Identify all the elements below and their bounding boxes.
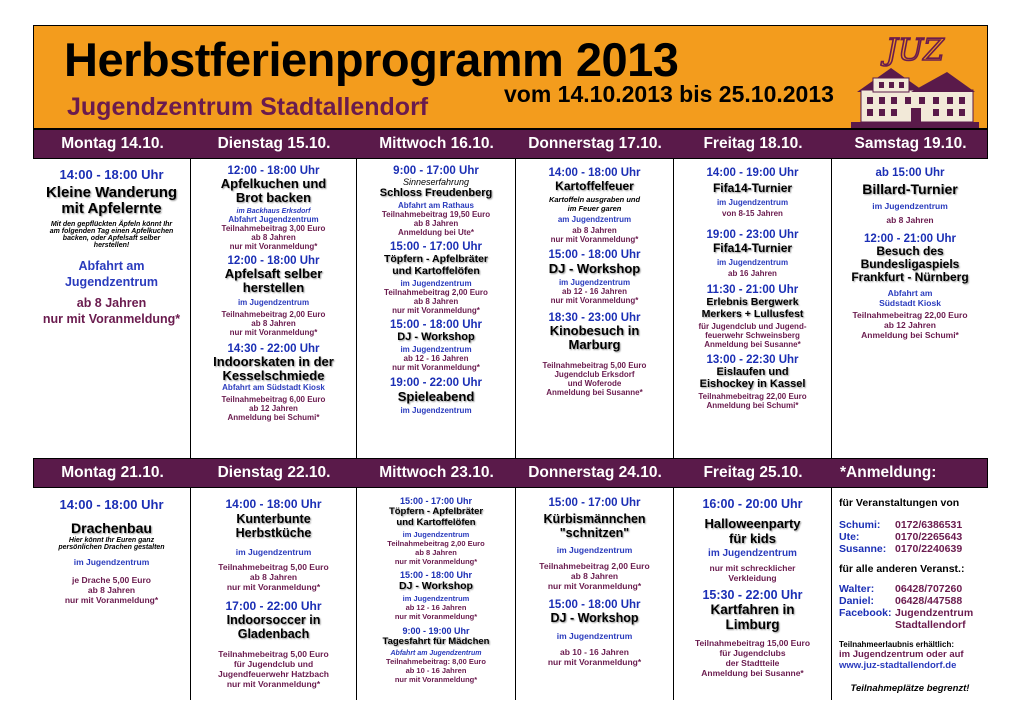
- event-age: ab 8 Jahren: [413, 219, 459, 228]
- event-location: im Jugendzentrum: [402, 530, 470, 539]
- event-organizer: Jugendclub Erksdorf: [554, 370, 635, 379]
- contact-row: [839, 531, 988, 543]
- event-time: 12:00 - 18:00 Uhr: [227, 165, 320, 177]
- event-organizer: für Jugendclub und Jugend-: [698, 322, 807, 331]
- event-age: ab 8 Jahren: [76, 296, 147, 310]
- day-header: Montag 14.10.: [61, 135, 164, 152]
- event-subtitle: Sinneserfahrung: [402, 177, 470, 187]
- event-meeting-point: Abfahrt am Jugendzentrum: [390, 650, 482, 657]
- contact-name: Schumi:: [839, 519, 881, 531]
- anmeldung-panel: [831, 488, 988, 700]
- event-time: 18:30 - 23:00 Uhr: [548, 312, 641, 324]
- event-age: von 8-15 Jahren: [722, 209, 783, 218]
- event-age: ab 10 - 16 Jahren: [405, 666, 467, 675]
- event-time: 15:00 - 17:00 Uhr: [548, 497, 641, 509]
- event-location: im Jugendzentrum: [400, 345, 472, 354]
- event-title: DJ - Workshop: [397, 331, 475, 343]
- event-time: 19:00 - 23:00 Uhr: [706, 229, 799, 241]
- day-cell-wed16: [356, 159, 515, 458]
- event-location: im Jugendzentrum: [400, 279, 472, 288]
- event-registration: nur mit Voranmeldung*: [64, 595, 159, 605]
- contact-value: Stadtallendorf: [895, 619, 966, 631]
- event-location: im Jugendzentrum: [716, 258, 789, 267]
- event-registration: nur mit Voranmeldung*: [392, 363, 480, 372]
- event-registration: nur mit Voranmeldung*: [42, 312, 181, 326]
- event-title: Kartfahren in: [710, 602, 795, 617]
- contact-phone: 0170/2240639: [895, 543, 963, 555]
- event-meeting-point: Jugendzentrum: [64, 275, 159, 289]
- event-fee: Teilnahmebeitrag 22,00 Euro: [852, 310, 968, 320]
- event-time: 12:00 - 18:00 Uhr: [227, 255, 320, 267]
- day-cell-tue22: [190, 488, 356, 700]
- event-title: Gladenbach: [237, 627, 310, 641]
- permit-location: im Jugendzentrum oder auf: [839, 649, 964, 660]
- event-fee: Teilnahmebeitrag 2,00 Euro: [384, 288, 488, 297]
- event-description: herstellen!: [93, 242, 130, 249]
- event-title: und Kartoffelöfen: [392, 265, 480, 277]
- day-cell-wed23: [356, 488, 515, 700]
- day-cell-thu17: [515, 159, 673, 458]
- event-registration: nur mit Voranmeldung*: [547, 581, 642, 591]
- event-time: 15:00 - 17:00 Uhr: [399, 496, 473, 506]
- day-header: Dienstag 15.10.: [217, 135, 331, 152]
- event-description: persönlichen Drachen gestalten: [58, 544, 165, 551]
- event-title: Halloweenparty: [704, 516, 801, 531]
- event-title: Kleine Wanderung: [45, 184, 178, 201]
- event-meeting-point: Abfahrt am Südstadt Kiosk: [222, 383, 325, 392]
- event-time: 9:00 - 17:00 Uhr: [393, 165, 479, 177]
- event-time: 16:00 - 20:00 Uhr: [702, 497, 803, 511]
- event-age: ab 8 Jahren: [251, 319, 296, 328]
- event-description: Kartoffeln ausgraben und: [548, 195, 641, 204]
- event-meeting-point: Abfahrt am: [78, 259, 145, 273]
- event-note: nur mit schrecklicher: [709, 563, 796, 573]
- event-registration: nur mit Voranmeldung*: [550, 296, 639, 305]
- event-title: Eishockey in Kassel: [699, 378, 806, 390]
- event-age: ab 12 Jahren: [249, 404, 298, 413]
- event-time: 12:00 - 21:00 Uhr: [863, 233, 957, 245]
- event-age: ab 8 Jahren: [886, 215, 934, 225]
- day-header: Donnerstag 24.10.: [528, 464, 662, 481]
- event-location: im Jugendzentrum: [556, 545, 633, 555]
- day-header: Dienstag 22.10.: [217, 464, 331, 481]
- event-title: Apfelkuchen und: [220, 176, 327, 191]
- event-age: ab 8 Jahren: [87, 585, 136, 595]
- event-time: 15:00 - 18:00 Uhr: [548, 599, 641, 611]
- event-registration: Anmeldung bei Susanne*: [546, 388, 643, 397]
- contact-name: Ute:: [839, 531, 860, 543]
- permit-label: Teilnahmeerlaubnis erhältlich:: [839, 640, 954, 649]
- event-time: 14:00 - 18:00 Uhr: [59, 167, 164, 182]
- anmeldung-header: *Anmeldung:: [840, 464, 937, 481]
- event-location: im Jugendzentrum: [558, 278, 631, 287]
- event-registration: nur mit Voranmeldung*: [392, 306, 480, 315]
- event-title: Eislaufen und: [716, 366, 789, 378]
- event-description: im Feuer garen: [567, 204, 622, 213]
- week1-day-bar: [33, 129, 988, 159]
- event-location: im Jugendzentrum: [400, 406, 472, 415]
- event-title: Apfelsaft selber: [224, 266, 323, 281]
- event-location: im Jugendzentrum: [237, 298, 310, 307]
- day-header: Freitag 18.10.: [703, 135, 803, 152]
- event-title: DJ - Workshop: [548, 261, 641, 276]
- event-title: Marburg: [568, 337, 621, 352]
- event-age: ab 8 Jahren: [249, 572, 298, 582]
- event-fee: Teilnahmebeitrag 22,00 Euro: [698, 392, 807, 401]
- event-fee: Teilnahmebeitrag 5,00 Euro: [218, 649, 329, 659]
- event-title: Brot backen: [235, 190, 312, 205]
- day-cell-sat19: [831, 159, 988, 458]
- event-title: Besuch des: [876, 244, 944, 258]
- event-title: Spieleabend: [397, 389, 475, 404]
- event-description: Mit den gepflückten Äpfeln könnt Ihr: [50, 221, 173, 228]
- event-registration: nur mit Voranmeldung*: [547, 657, 642, 667]
- day-cell-fri18: [673, 159, 831, 458]
- event-title: Frankfurt - Nürnberg: [851, 270, 969, 284]
- event-age: ab 8 Jahren: [572, 226, 617, 235]
- event-fee: Teilnahmebeitrag 3,00 Euro: [221, 224, 326, 233]
- event-title: Kürbismännchen: [543, 512, 646, 526]
- event-meeting-point: Abfahrt am: [887, 288, 933, 298]
- event-age: ab 10 - 16 Jahren: [560, 647, 629, 657]
- contact-list-2: [839, 583, 988, 631]
- event-location: am Jugendzentrum: [557, 215, 632, 224]
- event-title: Indoorskaten in der: [213, 354, 334, 369]
- anmeldung-intro-2: für alle anderen Veranst.:: [839, 563, 965, 575]
- day-header: Mittwoch 23.10.: [379, 464, 494, 481]
- day-header: Mittwoch 16.10.: [379, 135, 494, 152]
- event-registration: nur mit Voranmeldung*: [550, 235, 639, 244]
- event-time: 15:00 - 18:00 Uhr: [389, 319, 483, 331]
- event-registration: Anmeldung bei Susanne*: [704, 340, 801, 349]
- event-fee: je Drache 5,00 Euro: [72, 575, 151, 585]
- event-title: Töpfern - Apfelbräter: [383, 253, 489, 265]
- event-registration: nur mit Voranmeldung*: [229, 328, 318, 337]
- event-title: Indoorsoccer in: [226, 613, 321, 627]
- event-age: ab 8 Jahren: [570, 571, 619, 581]
- contact-phone: 0172/6386531: [895, 519, 963, 531]
- day-cell-thu24: [515, 488, 673, 700]
- event-location: im Jugendzentrum: [73, 557, 150, 567]
- event-title: Drachenbau: [71, 520, 152, 536]
- event-title: herstellen: [242, 280, 305, 295]
- event-time: 15:00 - 17:00 Uhr: [389, 241, 483, 253]
- event-time: 11:30 - 21:00 Uhr: [706, 284, 799, 296]
- contact-phone: 0170/2265643: [895, 531, 963, 543]
- event-description: Hier könnt Ihr Euren ganz: [68, 537, 155, 544]
- event-age: ab 8 Jahren: [413, 297, 459, 306]
- event-fee: Teilnahmebeitrag 5,00 Euro: [542, 361, 647, 370]
- contact-phone: 06428/447588: [895, 595, 963, 607]
- contact-row: [839, 595, 988, 607]
- event-location: im Jugendzentrum: [708, 548, 797, 559]
- event-registration: nur mit Voranmeldung*: [394, 612, 478, 621]
- contact-row: [839, 607, 988, 619]
- juz-logo: [851, 30, 979, 128]
- event-age: ab 12 - 16 Jahren: [405, 603, 467, 612]
- event-time: 15:00 - 18:00 Uhr: [399, 570, 473, 580]
- anmeldung-intro: für Veranstaltungen von: [839, 497, 960, 509]
- event-time: 9:00 - 19:00 Uhr: [402, 626, 470, 636]
- event-organizer: für Jugendclubs: [719, 648, 786, 658]
- day-header: Samstag 19.10.: [854, 135, 967, 152]
- event-title: DJ - Workshop: [399, 580, 473, 592]
- contact-name: Daniel:: [839, 595, 875, 607]
- event-fee: Teilnahmebeitrag 2,00 Euro: [539, 561, 650, 571]
- day-cell-mon21: [33, 488, 190, 700]
- week1-grid: [33, 159, 988, 458]
- page-title: Herbstferienprogramm 2013: [64, 33, 679, 86]
- event-time: 15:30 - 22:00 Uhr: [702, 588, 803, 602]
- event-time: 14:00 - 18:00 Uhr: [548, 167, 641, 179]
- event-location: im Backhaus Erksdorf: [236, 208, 311, 215]
- event-registration: nur mit Voranmeldung*: [226, 679, 321, 689]
- event-title: Kesselschmiede: [222, 368, 325, 383]
- event-registration: nur mit Voranmeldung*: [226, 582, 321, 592]
- header-banner: [33, 25, 988, 129]
- contact-name: Walter:: [839, 583, 875, 595]
- day-cell-mon14: [33, 159, 190, 458]
- day-cell-tue15: [190, 159, 356, 458]
- event-title: Bundesligaspiels: [860, 257, 960, 271]
- contact-name: Susanne:: [839, 543, 887, 555]
- contact-row: [839, 583, 988, 595]
- contact-name: Facebook:: [839, 607, 892, 619]
- contact-phone: 06428/707260: [895, 583, 963, 595]
- event-title: "schnitzen": [559, 526, 630, 540]
- event-registration: nur mit Voranmeldung*: [229, 242, 318, 251]
- event-title: Billard-Turnier: [862, 181, 958, 197]
- event-time: 19:00 - 22:00 Uhr: [389, 377, 483, 389]
- event-time: ab 15:00 Uhr: [875, 167, 945, 179]
- event-fee: Teilnahmebeitrag: 8,00 Euro: [386, 657, 486, 666]
- event-meeting-point: Abfahrt Jugendzentrum: [228, 215, 319, 224]
- event-registration: nur mit Voranmeldung*: [394, 675, 478, 684]
- event-registration: Anmeldung bei Susanne*: [701, 668, 804, 678]
- event-time: 17:00 - 22:00 Uhr: [225, 599, 322, 613]
- event-fee: Teilnahmebeitrag 2,00 Euro: [387, 539, 485, 548]
- event-organizer: Jugendfeuerwehr Hatzbach: [218, 669, 329, 679]
- event-description: am folgenden Tag einen Apfelkuchen: [49, 228, 174, 235]
- event-location: im Jugendzentrum: [235, 547, 312, 557]
- event-time: 14:00 - 18:00 Uhr: [59, 497, 164, 512]
- day-header: Freitag 25.10.: [703, 464, 803, 481]
- event-title: Schloss Freudenberg: [379, 187, 493, 199]
- event-fee: Teilnahmebeitrag 15,00 Euro: [694, 638, 811, 648]
- week2-day-bar: [33, 458, 988, 488]
- event-organizer: der Stadtteile: [725, 658, 780, 668]
- event-age: ab 12 - 16 Jahren: [562, 287, 627, 296]
- event-time: 13:00 - 22:30 Uhr: [706, 354, 799, 366]
- event-registration: Anmeldung bei Ute*: [397, 228, 474, 237]
- date-range: vom 14.10.2013 bis 25.10.2013: [504, 81, 834, 107]
- contact-value: Jugendzentrum: [895, 607, 974, 619]
- event-title: mit Apfelernte: [61, 200, 162, 217]
- event-title: Kartoffelfeuer: [555, 179, 634, 193]
- event-age: ab 16 Jahren: [728, 269, 777, 278]
- event-title: Erlebnis Bergwerk: [706, 296, 799, 308]
- event-fee: Teilnahmebeitrag 2,00 Euro: [221, 310, 326, 319]
- event-organizer: für Jugendclub und: [233, 659, 314, 669]
- event-title: DJ - Workshop: [550, 611, 639, 625]
- event-title: Merkers + Lullusfest: [701, 308, 804, 320]
- contact-name: [839, 619, 895, 631]
- event-location: im Jugendzentrum: [716, 198, 789, 207]
- day-header: Donnerstag 17.10.: [528, 135, 662, 152]
- contact-list-1: [839, 519, 988, 555]
- week2-grid: [33, 488, 988, 700]
- event-time: 14:30 - 22:00 Uhr: [227, 343, 320, 355]
- event-registration: Anmeldung bei Schumi*: [861, 330, 959, 340]
- contact-row: [839, 543, 988, 555]
- event-registration: nur mit Voranmeldung*: [394, 557, 478, 566]
- day-cell-fri25: [673, 488, 831, 700]
- event-fee: Teilnahmebeitrag 5,00 Euro: [218, 562, 329, 572]
- event-description: backen, oder Apfelsaft selber: [62, 235, 161, 242]
- event-title: Tagesfahrt für Mädchen: [382, 636, 490, 647]
- event-location: im Jugendzentrum: [402, 594, 470, 603]
- svg-text:JUZ: JUZ: [885, 33, 945, 68]
- event-organizer: feuerwehr Schweinsberg: [705, 331, 800, 340]
- event-meeting-point: Südstadt Kiosk: [879, 298, 941, 308]
- event-location: im Jugendzentrum: [872, 201, 948, 211]
- event-title: Kunterbunte: [236, 512, 311, 526]
- event-age: ab 12 Jahren: [884, 320, 936, 330]
- event-organizer: und Woferode: [567, 379, 622, 388]
- event-age: ab 8 Jahren: [415, 548, 457, 557]
- event-age: ab 12 - 16 Jahren: [403, 354, 469, 363]
- event-registration: Anmeldung bei Schumi*: [706, 401, 799, 410]
- event-location: im Jugendzentrum: [556, 631, 633, 641]
- event-meeting-point: Abfahrt am Rathaus: [397, 201, 474, 210]
- places-limited-note: Teilnahmeplätze begrenzt!: [850, 683, 970, 694]
- event-title: Herbstküche: [235, 526, 312, 540]
- event-title: Töpfern - Apfelbräter: [388, 506, 484, 517]
- event-age: ab 8 Jahren: [251, 233, 296, 242]
- contact-row: [839, 519, 988, 531]
- event-title: Limburg: [725, 617, 780, 632]
- event-time: 14:00 - 19:00 Uhr: [706, 167, 799, 179]
- event-title: Kinobesuch in: [549, 323, 640, 338]
- event-time: 15:00 - 18:00 Uhr: [548, 249, 641, 261]
- event-fee: Teilnahmebeitrag 6,00 Euro: [221, 395, 326, 404]
- event-fee: Teilnahmebeitrag 19,50 Euro: [381, 210, 491, 219]
- event-registration: Anmeldung bei Schumi*: [227, 413, 320, 422]
- website-link[interactable]: www.juz-stadtallendorf.de: [839, 660, 957, 671]
- event-note: Verkleidung: [728, 573, 777, 583]
- event-title: Fifa14-Turnier: [712, 241, 793, 255]
- event-time: 14:00 - 18:00 Uhr: [225, 497, 322, 511]
- event-title: für kids: [729, 531, 776, 546]
- day-header: Montag 21.10.: [61, 464, 164, 481]
- subtitle: Jugendzentrum Stadtallendorf: [67, 93, 429, 121]
- event-title: Fifa14-Turnier: [712, 181, 793, 195]
- event-title: und Kartoffelöfen: [396, 517, 476, 528]
- contact-row: [839, 619, 988, 631]
